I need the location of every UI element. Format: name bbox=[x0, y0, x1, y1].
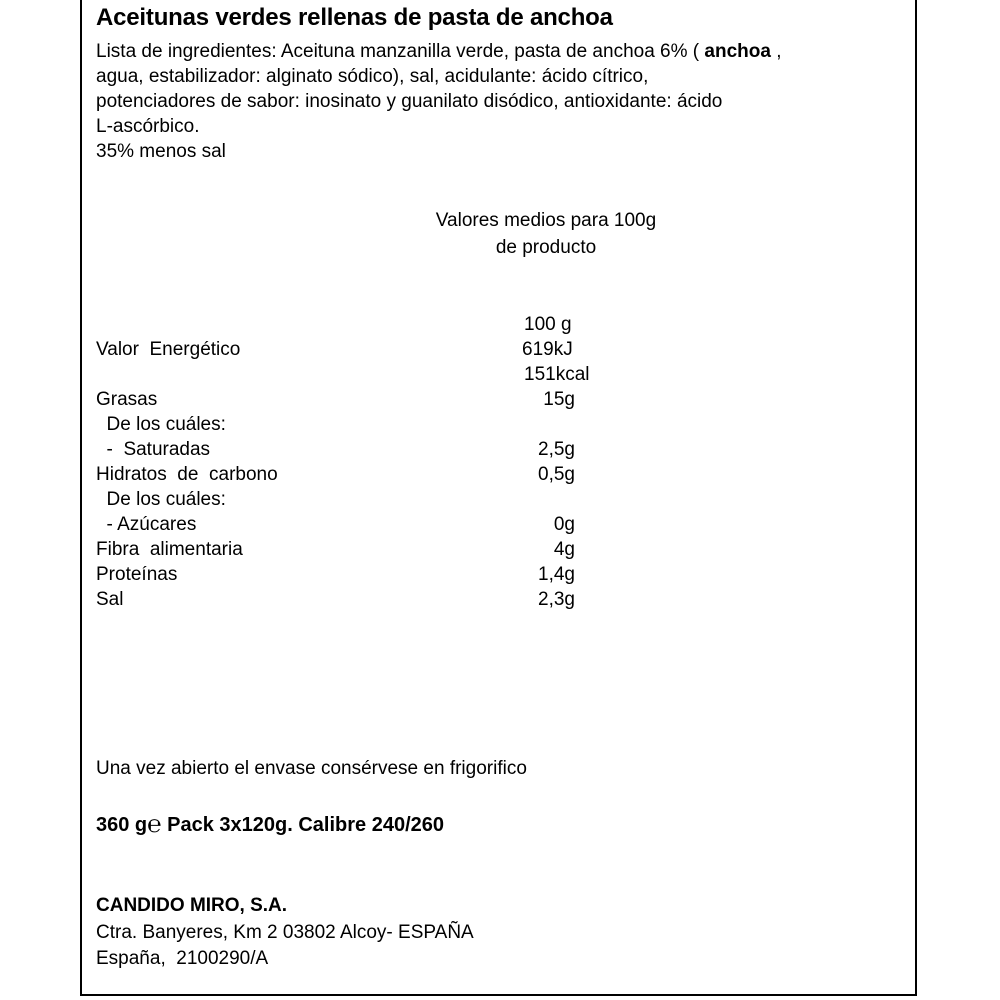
nutrition-row-value: 4g bbox=[553, 539, 575, 560]
net-weight-line bbox=[96, 811, 444, 838]
storage-instructions: Una vez abierto el envase consérvese en frigorifico bbox=[96, 758, 527, 779]
nutrition-row-label: Proteínas bbox=[96, 564, 178, 585]
ingredients-text: , bbox=[770, 41, 782, 62]
nutrition-row-value: 1,4g bbox=[538, 564, 575, 585]
nutrition-header-line-1: Valores medios para 100g bbox=[435, 210, 657, 231]
nutrition-row-value: 15g bbox=[543, 389, 575, 410]
net-weight: 360 g bbox=[96, 814, 148, 836]
allergen-highlight: anchoa bbox=[704, 41, 771, 62]
ingredients-line-2: agua, estabilizador: alginato sódico), sal, acidulante: ácido cítrico, bbox=[96, 66, 649, 87]
ingredients-line-4: L-ascórbico. bbox=[96, 116, 200, 137]
company-name: CANDIDO MIRO, S.A. bbox=[96, 895, 288, 916]
nutrition-row-label: - Saturadas bbox=[96, 439, 211, 460]
nutrition-row-value: 151kcal bbox=[524, 364, 590, 385]
nutrition-row-label: De los cuáles: bbox=[96, 489, 226, 510]
nutrition-row-value: 2,3g bbox=[538, 589, 575, 610]
nutrition-row-label: - Azúcares bbox=[96, 514, 197, 535]
nutrition-row-label: Valor Energético bbox=[96, 339, 241, 360]
ingredients-line-1 bbox=[96, 39, 896, 64]
nutrition-row-label: Grasas bbox=[96, 389, 158, 410]
pack-description: Pack 3x120g. Calibre 240/260 bbox=[167, 814, 444, 836]
nutrition-header-line-2: de producto bbox=[495, 237, 597, 258]
nutrition-row-value: 2,5g bbox=[538, 439, 575, 460]
ingredients-list bbox=[96, 39, 896, 164]
nutrition-row-value: 0g bbox=[553, 514, 575, 535]
nutrition-row-value: 0,5g bbox=[538, 464, 575, 485]
company-address: Ctra. Banyeres, Km 2 03802 Alcoy- ESPAÑA bbox=[96, 922, 474, 943]
nutrition-row-value: 619kJ bbox=[522, 339, 573, 360]
salt-claim: 35% menos sal bbox=[96, 141, 226, 162]
nutrition-column-header: 100 g bbox=[524, 314, 572, 335]
nutrition-row-label: Sal bbox=[96, 589, 124, 610]
product-title: Aceitunas verdes rellenas de pasta de anchoa bbox=[96, 4, 613, 31]
estimated-sign-icon: ℮ bbox=[147, 811, 162, 838]
nutrition-row-label: Fibra alimentaria bbox=[96, 539, 243, 560]
ingredients-line-3: potenciadores de sabor: inosinato y guanilato disódico, antioxidante: ácido bbox=[96, 91, 723, 112]
nutrition-row-label: Hidratos de carbono bbox=[96, 464, 278, 485]
nutrition-row-label: De los cuáles: bbox=[96, 414, 226, 435]
ingredients-text: Lista de ingredientes: Aceituna manzanilla verde, pasta de anchoa 6% ( bbox=[96, 41, 705, 62]
company-registry: España, 2100290/A bbox=[96, 948, 269, 969]
